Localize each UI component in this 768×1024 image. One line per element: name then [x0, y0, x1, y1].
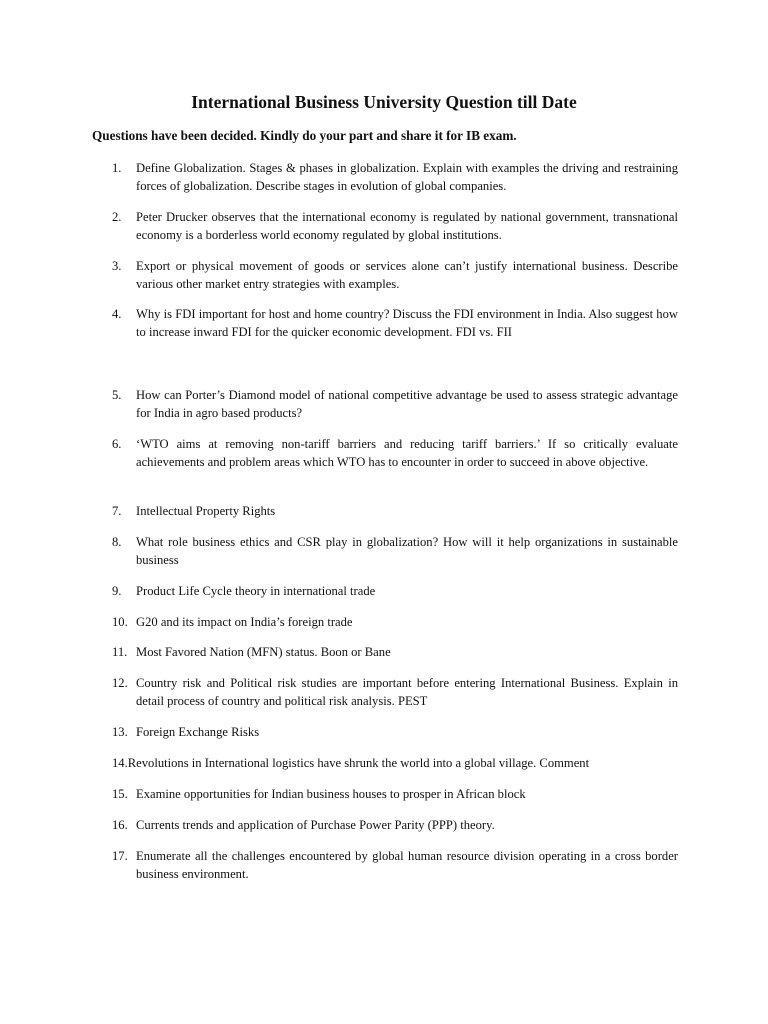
question-item [112, 816, 678, 834]
question-text: Peter Drucker observes that the international economy is regulated by national government, transnational economy is a borderless world economy regulated by global institutions. [136, 210, 678, 242]
question-text: Define Globalization. Stages & phases in globalization. Explain with examples the driving and restraining forces of globalization. Describe stages in evolution of global companies. [136, 161, 678, 193]
question-number: 17. [112, 849, 128, 863]
question-number: 8. [112, 535, 122, 549]
question-item [112, 643, 678, 661]
page-subtitle: Questions have been decided. Kindly do your part and share it for IB exam. [92, 128, 517, 143]
question-text: Product Life Cycle theory in international trade [136, 584, 376, 598]
question-number: 13. [112, 725, 128, 739]
question-number: 3. [112, 259, 122, 273]
question-line [112, 754, 678, 772]
question-number: 15. [112, 787, 128, 801]
question-item [112, 582, 678, 600]
question-number: 1. [112, 161, 122, 175]
question-text: Why is FDI important for host and home country? Discuss the FDI environment in India. Also suggest how to increase inward FDI for the quicker economic development. FDI vs. FII [136, 307, 678, 339]
question-text: How can Porter’s Diamond model of national competitive advantage be used to assess strategic advantage for India in agro based products? [136, 388, 678, 420]
question-text: G20 and its impact on India’s foreign trade [136, 615, 353, 629]
question-number: 10. [112, 615, 128, 629]
question-item [112, 847, 678, 883]
question-item [112, 533, 678, 569]
question-item [112, 386, 678, 422]
question-text: Enumerate all the challenges encountered by global human resource division operating in a cross border business environment. [136, 849, 678, 881]
question-item [112, 305, 678, 341]
question-text: Foreign Exchange Risks [136, 725, 260, 739]
question-text: Most Favored Nation (MFN) status. Boon or Bane [136, 645, 391, 659]
question-item [112, 435, 678, 471]
question-number: 16. [112, 818, 128, 832]
question-number: 9. [112, 584, 122, 598]
question-item [112, 208, 678, 244]
page-title: International Business University Question till Date [191, 92, 577, 112]
question-number: 7. [112, 504, 122, 518]
question-text: Export or physical movement of goods or services alone can’t justify international business. Describe various other market entry strategies with examples. [136, 259, 678, 291]
question-text: Currents trends and application of Purchase Power Parity (PPP) theory. [136, 818, 495, 832]
question-number: 12. [112, 676, 128, 690]
question-text: Country risk and Political risk studies are important before entering International Business. Explain in detail process of country and political risk analysis. PEST [136, 676, 678, 708]
question-item [112, 754, 678, 772]
question-text: ‘WTO aims at removing non-tariff barriers and reducing tariff barriers.’ If so critically evaluate achievements and problem areas which WTO has to encounter in order to succeed in above objective. [136, 437, 678, 469]
question-number: 14. [112, 756, 128, 770]
question-number: 11. [112, 645, 128, 659]
question-item [112, 723, 678, 741]
question-item [112, 674, 678, 710]
question-text: What role business ethics and CSR play in globalization? How will it help organizations in sustainable business [136, 535, 678, 567]
question-text: Examine opportunities for Indian business houses to prosper in African block [136, 787, 526, 801]
question-item [112, 159, 678, 195]
question-item [112, 257, 678, 293]
question-number: 5. [112, 388, 122, 402]
question-item [112, 502, 678, 520]
question-item [112, 613, 678, 631]
question-number: 2. [112, 210, 122, 224]
question-text: Revolutions in International logistics have shrunk the world into a global village. Comment [127, 756, 590, 770]
question-number: 4. [112, 307, 122, 321]
question-text: Intellectual Property Rights [136, 504, 276, 518]
question-item [112, 785, 678, 803]
question-number: 6. [112, 437, 122, 451]
